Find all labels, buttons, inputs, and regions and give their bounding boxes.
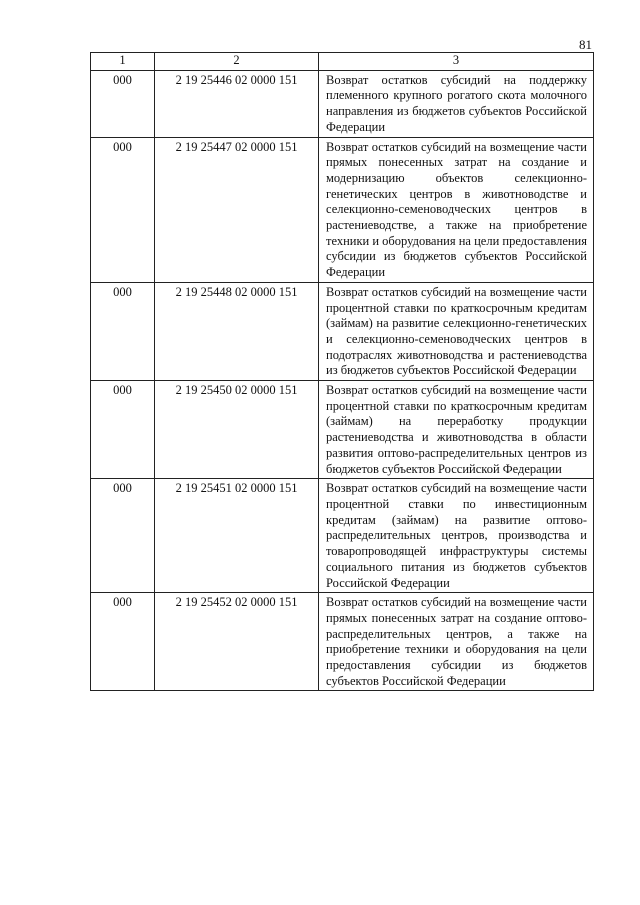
admin-code-cell: 000 [91, 282, 155, 380]
column-header-3: 3 [319, 53, 594, 71]
admin-code-cell: 000 [91, 593, 155, 691]
budget-classification-code-cell: 2 19 25451 02 0000 151 [155, 479, 319, 593]
admin-code-cell: 000 [91, 479, 155, 593]
admin-code-cell: 000 [91, 381, 155, 479]
budget-code-table [90, 52, 594, 691]
budget-classification-code-cell: 2 19 25450 02 0000 151 [155, 381, 319, 479]
description-cell: Возврат остатков субсидий на возмещение части процентной ставки по краткосрочным кредитам (займам) на развитие селекционно-генетических и селекционно-семеноводческих центров в подотраслях животноводства и растениеводства из бюджетов субъектов Российской Федерации [319, 282, 594, 380]
budget-classification-code-cell: 2 19 25452 02 0000 151 [155, 593, 319, 691]
budget-classification-code-cell: 2 19 25448 02 0000 151 [155, 282, 319, 380]
description-cell: Возврат остатков субсидий на возмещение части процентной ставки по краткосрочным кредитам (займам) на переработку продукции растениеводства и животноводства в области развития оптово-распределительных центров из бюджетов субъектов Российской Федерации [319, 381, 594, 479]
table-row [91, 381, 594, 479]
table-row [91, 137, 594, 282]
description-cell: Возврат остатков субсидий на возмещение части процентной ставки по инвестиционным кредитам (займам) на развитие оптово-распределительных центров, производства и товаропроводящей инфраструктуры системы социального питания из бюджетов субъектов Российской Федерации [319, 479, 594, 593]
table-row [91, 282, 594, 380]
description-cell: Возврат остатков субсидий на возмещение части прямых понесенных затрат на создание и модернизацию объектов селекционно-генетических центров в животноводстве и селекционно-семеноводческих центров в растениеводстве, а также на приобретение техники и оборудования на цели предоставления субсидии из бюджетов субъектов Российской Федерации [319, 137, 594, 282]
budget-classification-code-cell: 2 19 25446 02 0000 151 [155, 70, 319, 137]
table-row [91, 593, 594, 691]
description-cell: Возврат остатков субсидий на возмещение части прямых понесенных затрат на создание оптово-распределительных центров, а также на приобретение техники и оборудования на цели предоставления субсидии из бюджетов субъектов Российской Федерации [319, 593, 594, 691]
page-number: 81 [579, 37, 592, 52]
table-row [91, 70, 594, 137]
table-row [91, 479, 594, 593]
table-header-row [91, 53, 594, 71]
description-cell: Возврат остатков субсидий на поддержку племенного крупного рогатого скота молочного направления из бюджетов субъектов Российской Федерации [319, 70, 594, 137]
admin-code-cell: 000 [91, 70, 155, 137]
admin-code-cell: 000 [91, 137, 155, 282]
budget-classification-code-cell: 2 19 25447 02 0000 151 [155, 137, 319, 282]
column-header-1: 1 [91, 53, 155, 71]
column-header-2: 2 [155, 53, 319, 71]
